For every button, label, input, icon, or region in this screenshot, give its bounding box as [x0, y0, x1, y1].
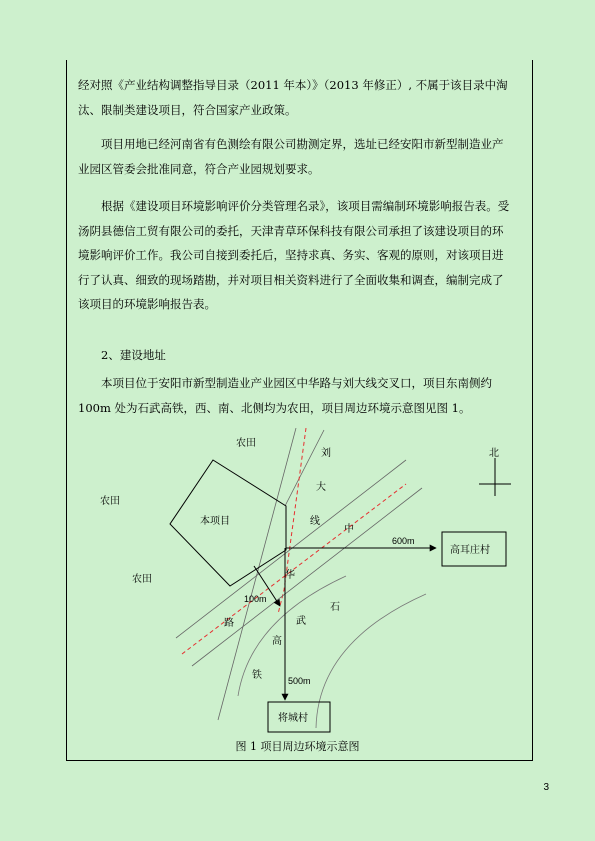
paragraph-location [78, 371, 522, 420]
heading-text: 2、建设地址 [101, 348, 166, 362]
paragraph-site-survey [78, 132, 522, 181]
label-project: 本项目 [200, 516, 230, 527]
label-distance-east: 600m [392, 536, 415, 546]
text-line: 100m 处为石武高铁，西、南、北侧均为农田，项目周边环境示意图见图 1。 [78, 400, 471, 415]
label-rail-tie: 铁 [252, 670, 262, 681]
railway-shiwu-arc-outer [316, 594, 426, 728]
label-rail-shi: 石 [330, 602, 340, 613]
label-road-da: 大 [316, 482, 326, 493]
text-line: 业园区管委会批准同意，符合产业园规划要求。 [78, 161, 320, 176]
label-village-east: 高耳庄村 [450, 545, 490, 556]
text-line: 本项目位于安阳市新型制造业产业园区中华路与刘大线交叉口，项目东南侧约 [101, 376, 492, 390]
text-line: 该项目的环境影响报告表。 [78, 297, 216, 311]
road-liuda-right-edge [285, 430, 324, 506]
label-farmland-mid: 农田 [132, 574, 152, 585]
paragraph-policy [78, 73, 522, 122]
label-distance-south: 500m [288, 676, 311, 686]
paragraph-eia [78, 194, 522, 317]
label-farmland-top: 农田 [236, 438, 256, 449]
label-farmland-left: 农田 [100, 496, 120, 507]
site-map-diagram [70, 428, 528, 738]
label-road-lu: 路 [224, 618, 234, 629]
road-liuda-centerline [278, 428, 306, 614]
label-village-south: 将城村 [278, 713, 308, 724]
text-line: 项目用地已经河南省有色测绘有限公司勘测定界，选址已经安阳市新型制造业产 [101, 137, 504, 151]
section-heading [78, 343, 522, 368]
text-line: 境影响评价工作。我公司自接到委托后，坚持求真、务实、客观的原则，对该项目进 [78, 248, 504, 262]
page-number: 3 [543, 782, 549, 793]
label-rail-wu: 武 [296, 616, 306, 627]
label-distance-southeast: 100m [244, 594, 267, 604]
figure-caption: 图 1 项目周边环境示意图 [235, 740, 360, 753]
label-road-hua: 华 [285, 570, 295, 581]
label-north: 北 [489, 448, 499, 459]
label-rail-gao: 高 [272, 636, 282, 647]
road-zhonghua-lower-edge [192, 488, 422, 666]
text-line: 汤阴县德信工贸有限公司的委托，天津青草环保科技有限公司承担了该建设项目的环 [78, 223, 504, 238]
label-road-liu: 刘 [321, 448, 331, 459]
text-line: 汰、限制类建设项目，符合国家产业政策。 [78, 102, 297, 117]
text-line: 行了认真、细致的现场踏勘，并对项目相关资料进行了全面收集和调查，编制完成了 [78, 272, 504, 287]
label-road-zhong: 中 [344, 524, 354, 535]
road-zhonghua-upper-edge [176, 460, 406, 638]
text-line: 根据《建设项目环境影响评价分类管理名录》，该项目需编制环境影响报告表。受 [101, 199, 510, 213]
label-road-xian: 线 [310, 516, 320, 527]
road-zhonghua-centerline [182, 484, 406, 654]
text-line: 经对照《产业结构调整指导目录（2011 年本）》（2013 年修正）, 不属于该目录中淘 [78, 78, 508, 92]
